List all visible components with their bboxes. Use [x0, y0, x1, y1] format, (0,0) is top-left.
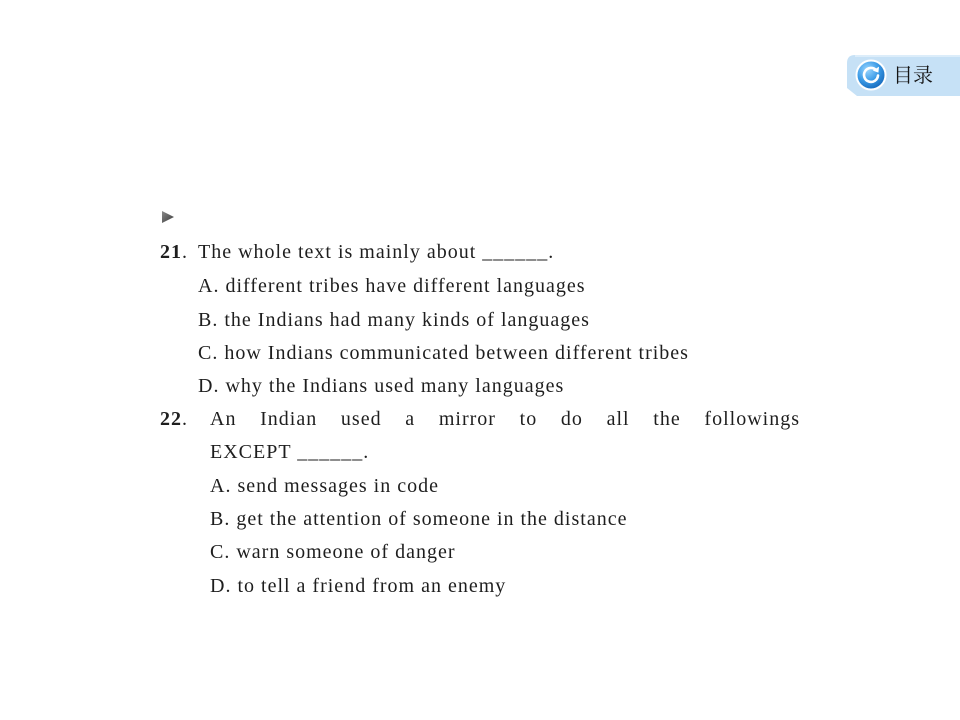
option-label: A. [210, 475, 232, 497]
question-stem-line-2: EXCEPT ______. [210, 441, 370, 463]
option-d [198, 369, 564, 403]
option-label: D. [198, 375, 220, 397]
option-label: B. [210, 508, 231, 530]
option-label: C. [198, 342, 219, 364]
option-text: to tell a friend from an enemy [237, 575, 507, 597]
question-stem: The whole text is mainly about ______. [198, 241, 555, 263]
triangle-right-icon [161, 210, 175, 224]
option-a [198, 269, 586, 303]
option-c [198, 336, 689, 370]
option-text: different tribes have different languages [225, 275, 586, 297]
question-number [160, 235, 188, 269]
refresh-circle-icon [855, 59, 887, 91]
option-b [210, 502, 627, 536]
option-label: B. [198, 309, 219, 331]
option-text: the Indians had many kinds of languages [224, 309, 590, 331]
option-text: why the Indians used many languages [225, 375, 565, 397]
option-a [210, 469, 439, 503]
option-text: get the attention of someone in the distance [236, 508, 628, 530]
option-text: how Indians communicated between different tribes [224, 342, 689, 364]
question-number [160, 402, 188, 436]
toc-label: 目录 [893, 63, 933, 87]
option-c [210, 535, 456, 569]
question-number-value: 21 [160, 241, 182, 263]
toc-button[interactable] [845, 54, 960, 97]
option-b [198, 303, 590, 337]
question-number-punct: . [182, 241, 188, 263]
option-label: C. [210, 541, 231, 563]
question-number-value: 22 [160, 408, 182, 430]
option-text: warn someone of danger [236, 541, 456, 563]
option-label: A. [198, 275, 220, 297]
question-stem-line-1: An Indian used a mirror to do all the followings [210, 408, 800, 430]
question-number-punct: . [182, 408, 188, 430]
option-text: send messages in code [237, 475, 439, 497]
option-label: D. [210, 575, 232, 597]
option-d [210, 569, 506, 603]
